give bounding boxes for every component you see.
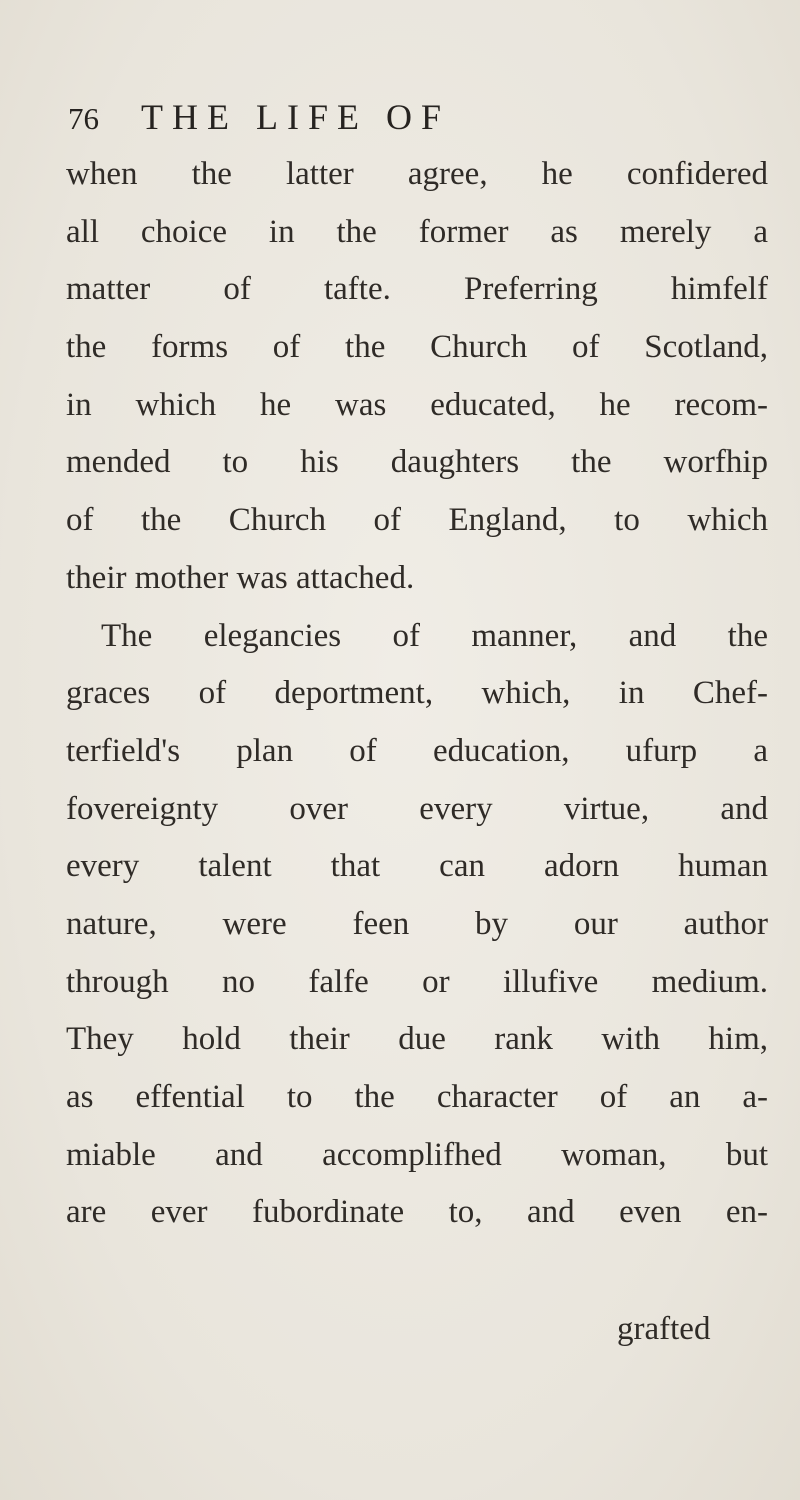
text-line: the forms of the Church of Scotland, bbox=[66, 329, 768, 366]
text-line: of the Church of England, to which bbox=[66, 502, 768, 539]
text-line: their mother was attached. bbox=[66, 559, 415, 596]
text-line: as effential to the character of an a- bbox=[66, 1079, 768, 1115]
page-number: 76 bbox=[68, 101, 99, 136]
text-line: every talent that can adorn human bbox=[66, 848, 768, 885]
running-head bbox=[68, 92, 450, 142]
text-line: all choice in the former as merely a bbox=[66, 213, 768, 250]
text-line: mended to his daughters the worfhip bbox=[66, 444, 768, 481]
catchword: grafted bbox=[617, 1311, 711, 1347]
body-text bbox=[66, 146, 768, 1242]
text-line: nature, were feen by our author bbox=[66, 905, 768, 942]
text-line: through no falfe or illufive medium. bbox=[66, 963, 768, 1000]
text-line: graces of deportment, which, in Chef- bbox=[66, 675, 768, 712]
running-title: THE LIFE OF bbox=[141, 97, 450, 137]
text-line: are ever fubordinate to, and even en- bbox=[66, 1194, 768, 1231]
paragraph-start-line: The elegancies of manner, and the bbox=[101, 617, 768, 654]
text-line: terfield's plan of education, ufurp a bbox=[66, 732, 768, 769]
text-line: in which he was educated, he recom- bbox=[66, 386, 768, 423]
text-line: fovereignty over every virtue, and bbox=[66, 790, 768, 827]
text-line: They hold their due rank with him, bbox=[66, 1021, 768, 1058]
text-line: matter of tafte. Preferring himfelf bbox=[66, 271, 768, 308]
text-line: when the latter agree, he confidered bbox=[66, 156, 768, 192]
text-line: miable and accomplifhed woman, but bbox=[66, 1136, 768, 1173]
